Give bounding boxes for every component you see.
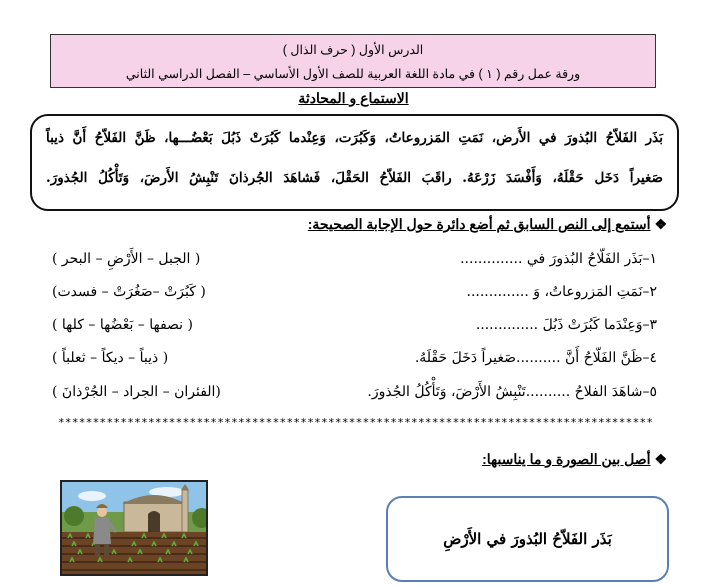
question-5-options[interactable]: (الفئران – الجراد – الجُرْذانَ ) [52,384,221,400]
farmer-field-picture[interactable] [60,480,208,576]
farmer-field-illustration [62,482,206,574]
star-separator: ************************************************************************************** [58,416,654,429]
lesson-header [50,34,656,88]
question-1-stem: ١–بَذَر الفَلّاحُ البُذورَ في .............. [460,251,657,267]
diamond-bullet-icon: ❖ [654,451,667,467]
question-2-stem: ٢–نَمَتِ المَزروعاتُ، وَ .............. [466,284,657,300]
question-1 [52,251,657,273]
question-5-stem: ٥–شاهَدَ الفلاحُ ..........تَنْبِشُ الأَرْضَ، وَتَأْكُلُ الجُذورَ. [367,384,657,400]
match-instruction-text: أصل بين الصورة و ما يناسبها: [482,451,651,467]
worksheet-subtitle: ورقة عمل رقم ( ١ ) في مادة اللغة العربية للصف الأول الأساسي – الفصل الدراسي الثاني [125,67,581,81]
question-3-options[interactable]: ( نصفها – بَعْضُها – كلها ) [52,317,193,333]
passage-line-2: صَغيراً دَخَل حَقْلَهُ، وَأَفْسَدَ زَرْعَهُ. راقَبَ الفَلاّحُ الحَقْلَ، فَشاهَدَ الجُرذانَ تَنْبِشُ الأَرضَ، وَتَأْكُلُ الجُذورَ. [46,170,663,186]
match-sentence-text: بَذَر الفَلاّحُ البُذورَ في الأَرْضِ [443,530,612,548]
match-sentence-box[interactable] [386,496,669,582]
question-4 [52,350,657,372]
passage-box [30,114,679,211]
instruction-text: أستمع إلى النص السابق ثم أضع دائرة حول الإجابة الصحيحة: [307,216,651,232]
question-4-stem: ٤–ظَنَّ الفَلّاحُ أَنَّ ..........صَغيراً دَخَلَ حَقْلَهُ. [414,350,657,366]
diamond-bullet-icon: ❖ [654,216,667,232]
section-title [0,90,707,107]
question-3 [52,317,657,339]
question-5 [52,384,657,406]
question-1-options[interactable]: ( الجبل – الأَرْضِ – البحر ) [52,251,201,267]
lesson-title: الدرس الأول ( حرف الذال ) [282,43,424,57]
question-3-stem: ٣–وَعِنْدَما كَبُرَتْ ذَبُلَ .............. [475,317,657,333]
question-4-options[interactable]: ( ذيباً – ديكاً – ثعلباً ) [52,350,169,366]
circle-answer-instruction [308,216,667,233]
match-instruction [482,451,667,468]
question-2 [52,284,657,306]
section-title-text: الاستماع و المحادثة [298,90,409,106]
passage-line-1: بَذَر الفَلاّحُ البُذورَ في الأَرض، نَمَتِ المَزروعاتُ، وَكَبُرَت، وَعِنْدما كَبُرَتْ ذَبُلَ بَعْضُـــها، ظَنَّ الفَلاّحُ أَنَّ ذيباً [46,130,663,146]
question-2-options[interactable]: ( كَبُرَتْ –صَغُرَتْ – فسدت) [52,284,206,300]
